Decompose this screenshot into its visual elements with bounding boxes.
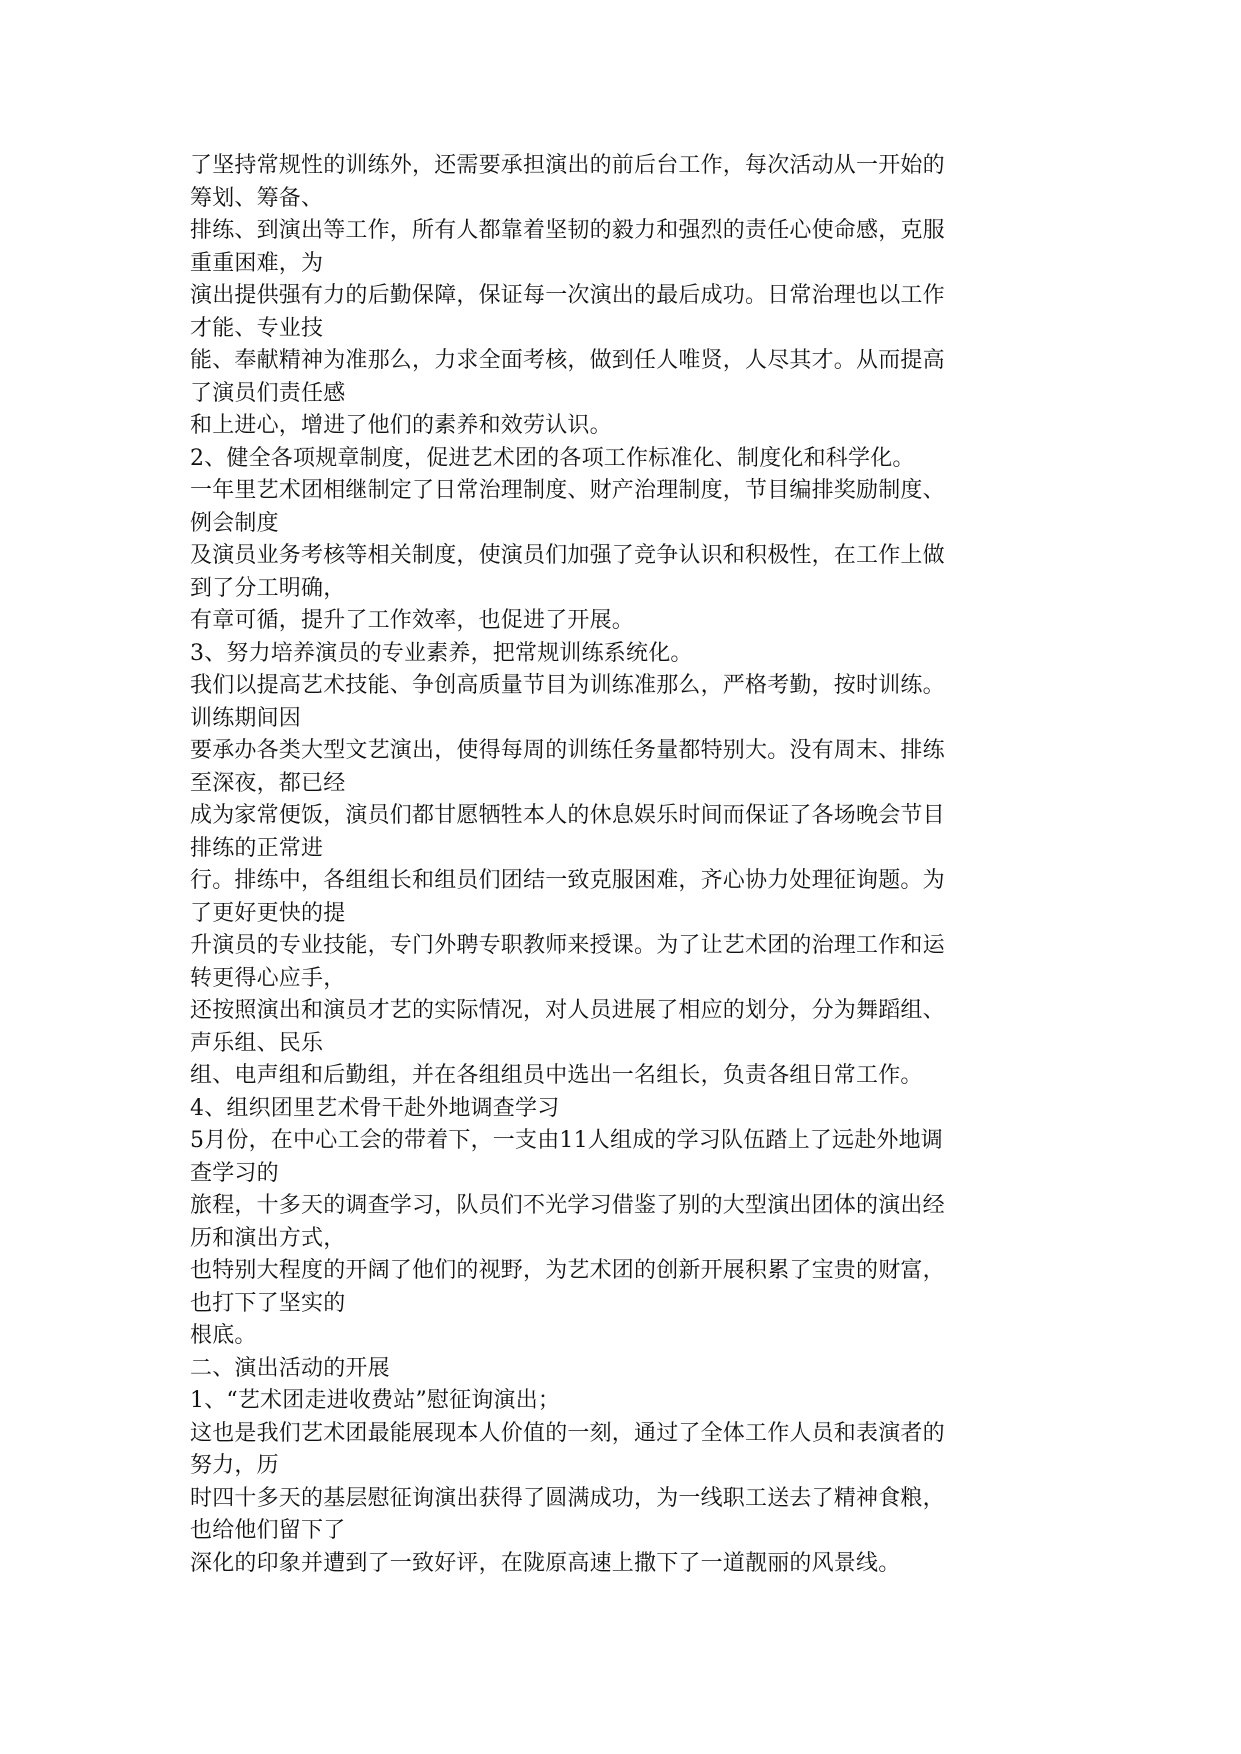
document-body <box>190 150 1070 1580</box>
text-line: 能、奉献精神为准那么，力求全面考核，做到任人唯贤，人尽其才。从而提高 <box>190 348 945 373</box>
text-line: 声乐组、民乐 <box>190 1030 324 1056</box>
text-line: 训练期间因 <box>190 705 302 731</box>
text-line: 要承办各类大型文艺演出，使得每周的训练任务量都特别大。没有周末、排练 <box>190 738 945 763</box>
text-line: 深化的印象并遭到了一致好评，在陇原高速上撒下了一道靓丽的风景线。 <box>190 1550 901 1576</box>
text-line: 也特别大程度的开阔了他们的视野，为艺术团的创新开展积累了宝贵的财富， <box>190 1258 945 1283</box>
text-line: 努力，历 <box>190 1453 279 1478</box>
text-line: 筹划、筹备、 <box>190 185 324 211</box>
text-line: 旅程，十多天的调查学习，队员们不光学习借鉴了别的大型演出团体的演出经 <box>190 1193 945 1218</box>
text-line: 历和演出方式， <box>190 1225 346 1251</box>
text-line: 组、电声组和后勤组，并在各组组员中选出一名组长，负责各组日常工作。 <box>190 1063 923 1088</box>
text-line: 到了分工明确， <box>190 575 346 601</box>
text-line: 了坚持常规性的训练外，还需要承担演出的前后台工作，每次活动从一开始的 <box>190 153 945 178</box>
text-line: 根底。 <box>190 1323 257 1348</box>
text-line: 至深夜，都已经 <box>190 770 346 796</box>
text-line: 有章可循，提升了工作效率，也促进了开展。 <box>190 608 635 633</box>
text-line: 时四十多天的基层慰征询演出获得了圆满成功，为一线职工送去了精神食粮， <box>190 1485 945 1511</box>
text-line: 一年里艺术团相继制定了日常治理制度、财产治理制度，节目编排奖励制度、 <box>190 478 945 503</box>
text-line: 3、努力培养演员的专业素养，把常规训练系统化。 <box>190 640 693 666</box>
text-line: 还按照演出和演员才艺的实际情况，对人员进展了相应的划分，分为舞蹈组、 <box>190 998 945 1023</box>
text-line: 5月份，在中心工会的带着下，一支由11人组成的学习队伍踏上了远赴外地调 <box>190 1128 943 1153</box>
text-line: 行。排练中，各组组长和组员们团结一致克服困难，齐心协力处理征询题。为 <box>190 868 945 893</box>
text-line: 升演员的专业技能，专门外聘专职教师来授课。为了让艺术团的治理工作和运 <box>190 933 945 958</box>
text-line: 查学习的 <box>190 1160 279 1186</box>
text-line: 这也是我们艺术团最能展现本人价值的一刻，通过了全体工作人员和表演者的 <box>190 1420 945 1446</box>
text-line: 转更得心应手， <box>190 965 346 991</box>
text-line: 了更好更快的提 <box>190 900 346 926</box>
text-line: 4、组织团里艺术骨干赴外地调查学习 <box>190 1095 560 1121</box>
text-line: 2、健全各项规章制度，促进艺术团的各项工作标准化、制度化和科学化。 <box>190 445 915 471</box>
text-line: 1、“艺术团走进收费站”慰征询演出； <box>190 1388 561 1413</box>
text-line: 我们以提高艺术技能、争创高质量节目为训练准那么，严格考勤，按时训练。 <box>190 673 945 698</box>
text-line: 演出提供强有力的后勤保障，保证每一次演出的最后成功。日常治理也以工作 <box>190 283 945 308</box>
text-line: 例会制度 <box>190 510 279 536</box>
text-line: 及演员业务考核等相关制度，使演员们加强了竞争认识和积极性，在工作上做 <box>190 543 945 568</box>
text-line: 排练、到演出等工作，所有人都靠着坚韧的毅力和强烈的责任心使命感，克服 <box>190 218 945 243</box>
text-line: 了演员们责任感 <box>190 380 346 406</box>
text-line: 重重困难，为 <box>190 250 324 276</box>
text-line: 也给他们留下了 <box>190 1518 346 1543</box>
text-line: 也打下了坚实的 <box>190 1290 346 1316</box>
text-line: 成为家常便饭，演员们都甘愿牺牲本人的休息娱乐时间而保证了各场晚会节目 <box>190 803 945 828</box>
text-line: 才能、专业技 <box>190 315 324 341</box>
text-line: 排练的正常进 <box>190 835 324 861</box>
text-line: 二、演出活动的开展 <box>190 1355 390 1381</box>
text-line: 和上进心，增进了他们的素养和效劳认识。 <box>190 413 612 438</box>
